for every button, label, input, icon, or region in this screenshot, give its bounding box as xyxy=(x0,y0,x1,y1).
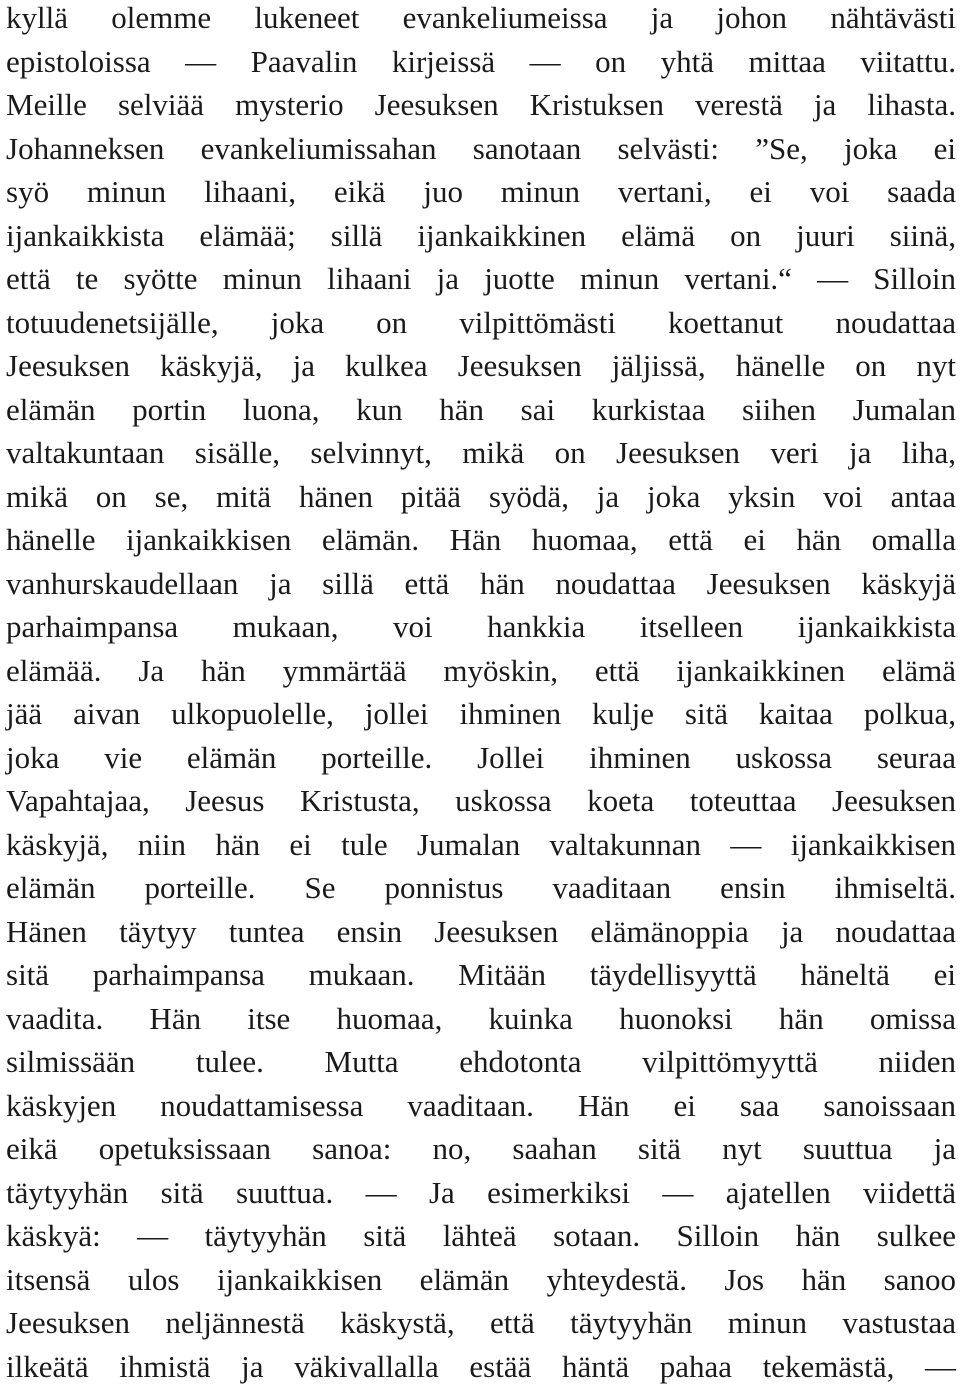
text-line: Meille selviää mysterio Jeesuksen Kristuksen verestä ja lihasta. xyxy=(6,87,956,122)
text-line: epistoloissa — Paavalin kirjeissä — on yhtä mittaa viitattu. xyxy=(6,43,956,79)
text-line: mikä on se, mitä hänen pitää syödä, ja joka yksin voi antaa xyxy=(6,478,956,514)
text-line: ijankaikkista elämää; sillä ijankaikkinen elämä on juuri siinä, xyxy=(6,217,956,253)
text-line: vanhurskaudellaan ja sillä että hän noudattaa Jeesuksen käskyjä xyxy=(6,565,956,601)
text-line: totuudenetsijälle, joka on vilpittömästi koettanut noudattaa xyxy=(6,304,956,340)
text-line: että te syötte minun lihaani ja juotte minun vertani.“ — Silloin xyxy=(6,261,956,296)
text-line: vaadita. Hän itse huomaa, kuinka huonoksi hän omissa xyxy=(6,1000,956,1036)
text-line: käskyä: — täytyyhän sitä lähteä sotaan. Silloin hän sulkee xyxy=(6,1218,956,1253)
text-line: Hänen täytyy tuntea ensin Jeesuksen elämänoppia ja noudattaa xyxy=(6,913,956,949)
text-line: Jeesuksen käskyjä, ja kulkea Jeesuksen jäljissä, hänelle on nyt xyxy=(6,348,956,383)
text-line: jää aivan ulkopuolelle, jollei ihminen kulje sitä kaitaa polkua, xyxy=(6,696,956,731)
text-line: joka vie elämän porteille. Jollei ihminen uskossa seuraa xyxy=(6,739,956,775)
text-line: hänelle ijankaikkisen elämän. Hän huomaa, että ei hän omalla xyxy=(6,522,956,557)
text-line: valtakuntaan sisälle, selvinnyt, mikä on Jeesuksen veri ja liha, xyxy=(6,435,956,470)
text-line: ilkeätä ihmistä ja väkivallalla estää häntä pahaa tekemästä, — xyxy=(6,1348,956,1384)
text-line: eikä opetuksissaan sanoa: no, saahan sitä nyt suuttua ja xyxy=(6,1131,956,1166)
text-line: parhaimpansa mukaan, voi hankkia itselleen ijankaikkista xyxy=(6,609,956,644)
text-line: elämän portin luona, kun hän sai kurkistaa siihen Jumalan xyxy=(6,391,956,427)
text-line: käskyjen noudattamisessa vaaditaan. Hän ei saa sanoissaan xyxy=(6,1087,956,1123)
text-line: täytyyhän sitä suuttua. — Ja esimerkiksi — ajatellen viidettä xyxy=(6,1174,956,1210)
text-line: elämää. Ja hän ymmärtää myöskin, että ijankaikkinen elämä xyxy=(6,652,956,688)
body-text xyxy=(6,0,956,1392)
text-line: elämän porteille. Se ponnistus vaaditaan ensin ihmiseltä. xyxy=(6,870,956,905)
text-line: kyllä olemme lukeneet evankeliumeissa ja johon nähtävästi xyxy=(6,0,956,35)
text-line: silmissään tulee. Mutta ehdotonta vilpittömyyttä niiden xyxy=(6,1044,956,1079)
text-line: itsensä ulos ijankaikkisen elämän yhteydestä. Jos hän sanoo xyxy=(6,1261,956,1297)
text-line: Vapahtajaa, Jeesus Kristusta, uskossa koeta toteuttaa Jeesuksen xyxy=(6,783,956,818)
text-line: syö minun lihaani, eikä juo minun vertani, ei voi saada xyxy=(6,174,956,209)
text-line: Jeesuksen neljännestä käskystä, että täytyyhän minun vastustaa xyxy=(6,1305,956,1340)
text-line: sitä parhaimpansa mukaan. Mitään täydellisyyttä häneltä ei xyxy=(6,957,956,992)
text-line: käskyjä, niin hän ei tule Jumalan valtakunnan — ijankaikkisen xyxy=(6,826,956,862)
text-line: Johanneksen evankeliumissahan sanotaan selvästi: ”Se, joka ei xyxy=(6,130,956,166)
